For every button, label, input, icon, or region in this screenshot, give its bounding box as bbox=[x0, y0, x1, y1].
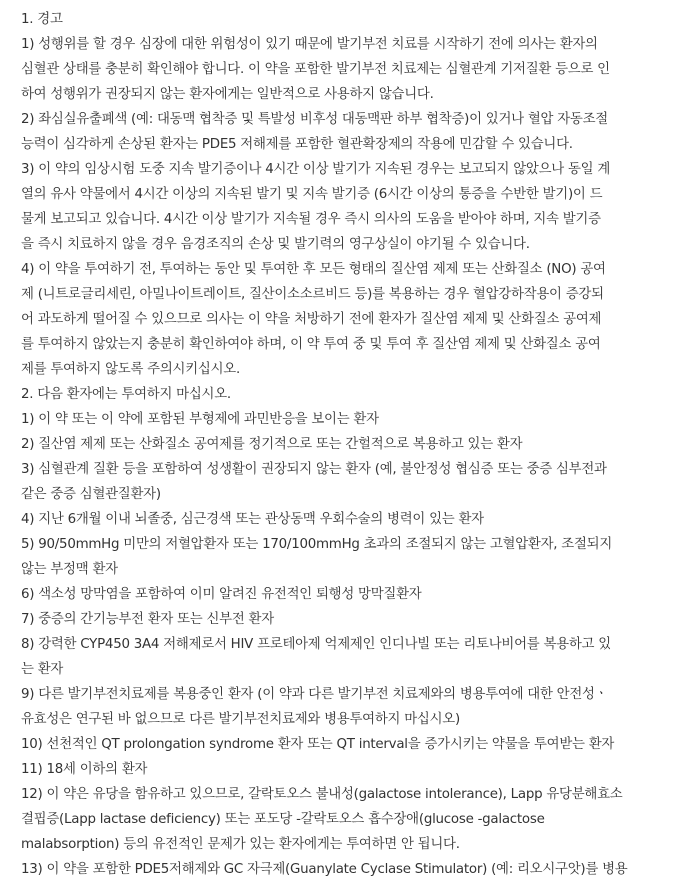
text-line: 않는 부정맥 환자 bbox=[21, 562, 118, 577]
text-line: 심혈관 상태를 충분히 확인해야 합니다. 이 약을 포함한 발기부전 치료제는 심혈관계 기저질환 등으로 인 bbox=[21, 62, 610, 77]
text-line: 11) 18세 이하의 환자 bbox=[21, 762, 148, 777]
text-line: 열의 유사 약물에서 4시간 이상의 지속된 발기 및 지속 발기증 (6시간 이상의 통증을 수반한 발기)이 드 bbox=[21, 187, 603, 202]
text-line: 1) 성행위를 할 경우 심장에 대한 위험성이 있기 때문에 발기부전 치료를 시작하기 전에 의사는 환자의 bbox=[21, 37, 598, 52]
text-line: 1) 이 약 또는 이 약에 포함된 부형제에 과민반응을 보이는 환자 bbox=[21, 412, 379, 427]
text-line: 10) 선천적인 QT prolongation syndrome 환자 또는 QT interval을 증가시키는 약물을 투여받는 환자 bbox=[21, 737, 615, 752]
text-line: 2) 질산염 제제 또는 산화질소 공여제를 정기적으로 또는 간헐적으로 복용하고 있는 환자 bbox=[21, 437, 523, 452]
text-line: 12) 이 약은 유당을 함유하고 있으므로, 갈락토오스 불내성(galactose intolerance), Lapp 유당분해효소 bbox=[21, 787, 623, 802]
text-line: 같은 중증 심혈관질환자) bbox=[21, 487, 161, 502]
text-line: 어 과도하게 떨어질 수 있으므로 의사는 이 약을 처방하기 전에 환자가 질산염 제제 및 산화질소 공여제 bbox=[21, 312, 602, 327]
text-line: 4) 이 약을 투여하기 전, 투여하는 동안 및 투여한 후 모든 형태의 질산염 제제 또는 산화질소 (NO) 공여 bbox=[21, 262, 606, 277]
text-line: 를 투여하지 않았는지 충분히 확인하여야 하며, 이 약 투여 중 및 투여 후 질산염 제제 및 산화질소 공여 bbox=[21, 337, 601, 352]
document-body bbox=[21, 7, 685, 882]
text-line: 2) 좌심실유출폐색 (예: 대동맥 협착증 및 특발성 비후성 대동맥판 하부 협착증)이 있거나 혈압 자동조절 bbox=[21, 112, 608, 127]
text-line: 결핍증(Lapp lactase deficiency) 또는 포도당 -갈락토오스 흡수장애(glucose -galactose bbox=[21, 812, 545, 827]
text-line: 5) 90/50mmHg 미만의 저혈압환자 또는 170/100mmHg 초과의 조절되지 않는 고혈압환자, 조절되지 bbox=[21, 537, 613, 552]
text-line: 8) 강력한 CYP450 3A4 저해제로서 HIV 프로테아제 억제제인 인디나빌 또는 리토나비어를 복용하고 있 bbox=[21, 637, 611, 652]
text-line: 제 (니트로글리세린, 아밀나이트레이트, 질산이소소르비드 등)를 복용하는 경우 혈압강하작용이 증강되 bbox=[21, 287, 604, 302]
text-line: 제를 투여하지 않도록 주의시키십시오. bbox=[21, 362, 240, 377]
text-line: 물게 보고되고 있습니다. 4시간 이상 발기가 지속될 경우 즉시 의사의 도움을 받아야 하며, 지속 발기증 bbox=[21, 212, 601, 227]
text-line: 13) 이 약을 포함한 PDE5저해제와 GC 자극제(Guanylate Cyclase Stimulator) (예: 리오시구앗)를 병용 bbox=[21, 862, 628, 877]
text-line: 7) 중증의 간기능부전 환자 또는 신부전 환자 bbox=[21, 612, 274, 627]
section-heading-warning: 1. 경고 bbox=[21, 12, 63, 27]
text-line: 유효성은 연구된 바 없으므로 다른 발기부전치료제와 병용투여하지 마십시오) bbox=[21, 712, 460, 727]
text-line: 는 환자 bbox=[21, 662, 64, 677]
text-line: 능력이 심각하게 손상된 환자는 PDE5 저해제를 포함한 혈관확장제의 작용에 민감할 수 있습니다. bbox=[21, 137, 573, 152]
section-heading-contraindications: 2. 다음 환자에는 투여하지 마십시오. bbox=[21, 387, 231, 402]
text-line: 3) 심혈관계 질환 등을 포함하여 성생활이 권장되지 않는 환자 (예, 불안정성 협심증 또는 중증 심부전과 bbox=[21, 462, 607, 477]
text-line: 4) 지난 6개월 이내 뇌졸중, 심근경색 또는 관상동맥 우회수술의 병력이 있는 환자 bbox=[21, 512, 484, 527]
text-line: 6) 색소성 망막염을 포함하여 이미 알려진 유전적인 퇴행성 망막질환자 bbox=[21, 587, 422, 602]
text-line: 3) 이 약의 임상시험 도중 지속 발기증이나 4시간 이상 발기가 지속된 경우는 보고되지 않았으나 동일 계 bbox=[21, 162, 611, 177]
text-line: 을 즉시 치료하지 않을 경우 음경조직의 손상 및 발기력의 영구상실이 야기될 수 있습니다. bbox=[21, 237, 530, 252]
text-line: 하여 성행위가 권장되지 않는 환자에게는 일반적으로 사용하지 않습니다. bbox=[21, 87, 434, 102]
text-line: malabsorption) 등의 유전적인 문제가 있는 환자에게는 투여하면 안 됩니다. bbox=[21, 837, 460, 852]
text-line: 9) 다른 발기부전치료제를 복용중인 환자 (이 약과 다른 발기부전 치료제와의 병용투여에 대한 안전성ㆍ bbox=[21, 687, 608, 702]
